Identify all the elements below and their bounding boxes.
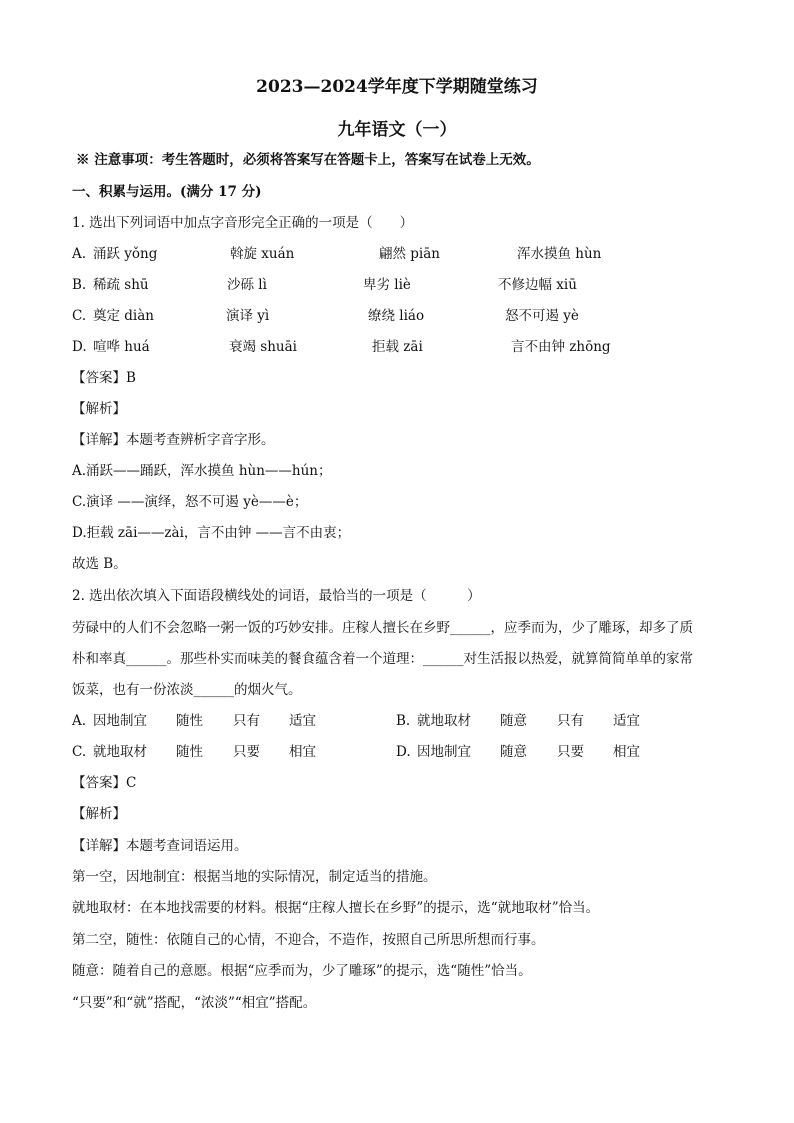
- q2-detail: 【详解】本题考查词语运用。: [72, 838, 248, 854]
- q2-passage-line: 饭菜，也有一份浓淡______的烟火气。: [72, 682, 302, 698]
- option-item: 演译 yì: [226, 308, 270, 324]
- q1-note: D.拒载 zāi——zài，言不由钟 ——言不由衷；: [72, 525, 351, 541]
- option-item: 随意: [500, 744, 527, 760]
- option-label: A.: [72, 713, 87, 729]
- option-label: D.: [72, 339, 87, 355]
- document-title: 2023—2024学年度下学期随堂练习: [256, 77, 538, 97]
- option-item: 相宜: [289, 744, 316, 760]
- option-item: 因地制宜: [417, 744, 471, 760]
- option-item: 浑水摸鱼 hùn: [517, 246, 602, 262]
- q1-note: C.演译 ——演绎，怒不可遏 yè——è；: [72, 494, 308, 510]
- option-item: 随性: [176, 713, 203, 729]
- option-item: 拒载 zāi: [372, 339, 423, 355]
- option-item: 只有: [557, 713, 584, 729]
- option-item: 随性: [176, 744, 203, 760]
- option-item: 斡旋 xuán: [230, 246, 295, 262]
- option-item: 奠定 diàn: [93, 308, 154, 324]
- q1-note: A.涌跃——踊跃，浑水摸鱼 hùn——hún；: [72, 463, 332, 479]
- option-item: 衰竭 shuāi: [229, 339, 297, 355]
- option-item: 怒不可遏 yè: [505, 308, 579, 324]
- option-item: 缭绕 liáo: [368, 308, 425, 324]
- q2-stem: 2. 选出依次填入下面语段横线处的词语，最恰当的一项是（ ）: [72, 588, 481, 604]
- option-item: 就地取材: [93, 744, 147, 760]
- option-label: B.: [72, 277, 87, 293]
- q1-note: 故选 B。: [72, 556, 127, 572]
- q2-note: “只要”和“就”搭配，“浓淡”“相宜”搭配。: [72, 995, 317, 1011]
- option-item: 相宜: [613, 744, 640, 760]
- q2-passage-line: 朴和率真______。那些朴实而味美的餐食蕴含着一个道理：______对生活报以热爱，就算简简单单的家常: [72, 651, 693, 667]
- q1-analysis-heading: 【解析】: [72, 401, 126, 417]
- q2-analysis-heading: 【解析】: [72, 806, 126, 822]
- option-item: 适宜: [289, 713, 316, 729]
- option-item: 言不由钟 zhōng: [511, 339, 611, 355]
- option-label: C.: [72, 744, 87, 760]
- option-item: 喧哗 huá: [93, 339, 150, 355]
- section-heading: 一、积累与运用。(满分 17 分): [72, 184, 262, 200]
- option-item: 稀疏 shū: [93, 277, 149, 293]
- q1-detail: 【详解】本题考查辨析字音字形。: [72, 432, 275, 448]
- q1-answer: 【答案】B: [72, 370, 136, 386]
- notice-text: ※ 注意事项：考生答题时，必须将答案写在答题卡上，答案写在试卷上无效。: [76, 152, 540, 168]
- q2-note: 第一空，因地制宜：根据当地的实际情况，制定适当的措施。: [72, 869, 437, 885]
- option-item: 沙砾 lì: [227, 277, 267, 293]
- option-item: 只有: [233, 713, 260, 729]
- option-item: 翩然 piān: [379, 246, 440, 262]
- option-item: 适宜: [613, 713, 640, 729]
- document-subtitle: 九年语文（一）: [337, 120, 457, 140]
- option-label: D.: [396, 744, 411, 760]
- option-item: 只要: [233, 744, 260, 760]
- option-item: 因地制宜: [93, 713, 147, 729]
- option-label: A.: [72, 246, 87, 262]
- option-item: 只要: [557, 744, 584, 760]
- option-label: C.: [72, 308, 87, 324]
- q2-note: 随意：随着自己的意愿。根据“应季而为，少了雕琢”的提示，选“随性”恰当。: [72, 963, 532, 979]
- option-item: 涌跃 yǒng: [93, 246, 158, 262]
- option-item: 就地取材: [417, 713, 471, 729]
- q2-passage-line: 劳碌中的人们不会忽略一粥一饭的巧妙安排。庄稼人擅长在乡野______，应季而为，少了雕琢，却多了质: [72, 620, 693, 636]
- option-label: B.: [396, 713, 411, 729]
- q1-stem: 1. 选出下列词语中加点字音形完全正确的一项是（ ）: [72, 215, 414, 231]
- q2-answer: 【答案】C: [72, 775, 137, 791]
- option-item: 不修边幅 xiū: [498, 277, 577, 293]
- option-item: 卑劣 liè: [363, 277, 411, 293]
- option-item: 随意: [500, 713, 527, 729]
- q2-note: 第二空，随性：依随自己的心情，不迎合，不造作，按照自己所思所想而行事。: [72, 932, 545, 948]
- q2-note: 就地取材：在本地找需要的材料。根据“庄稼人擅长在乡野”的提示，选“就地取材”恰当。: [72, 900, 600, 916]
